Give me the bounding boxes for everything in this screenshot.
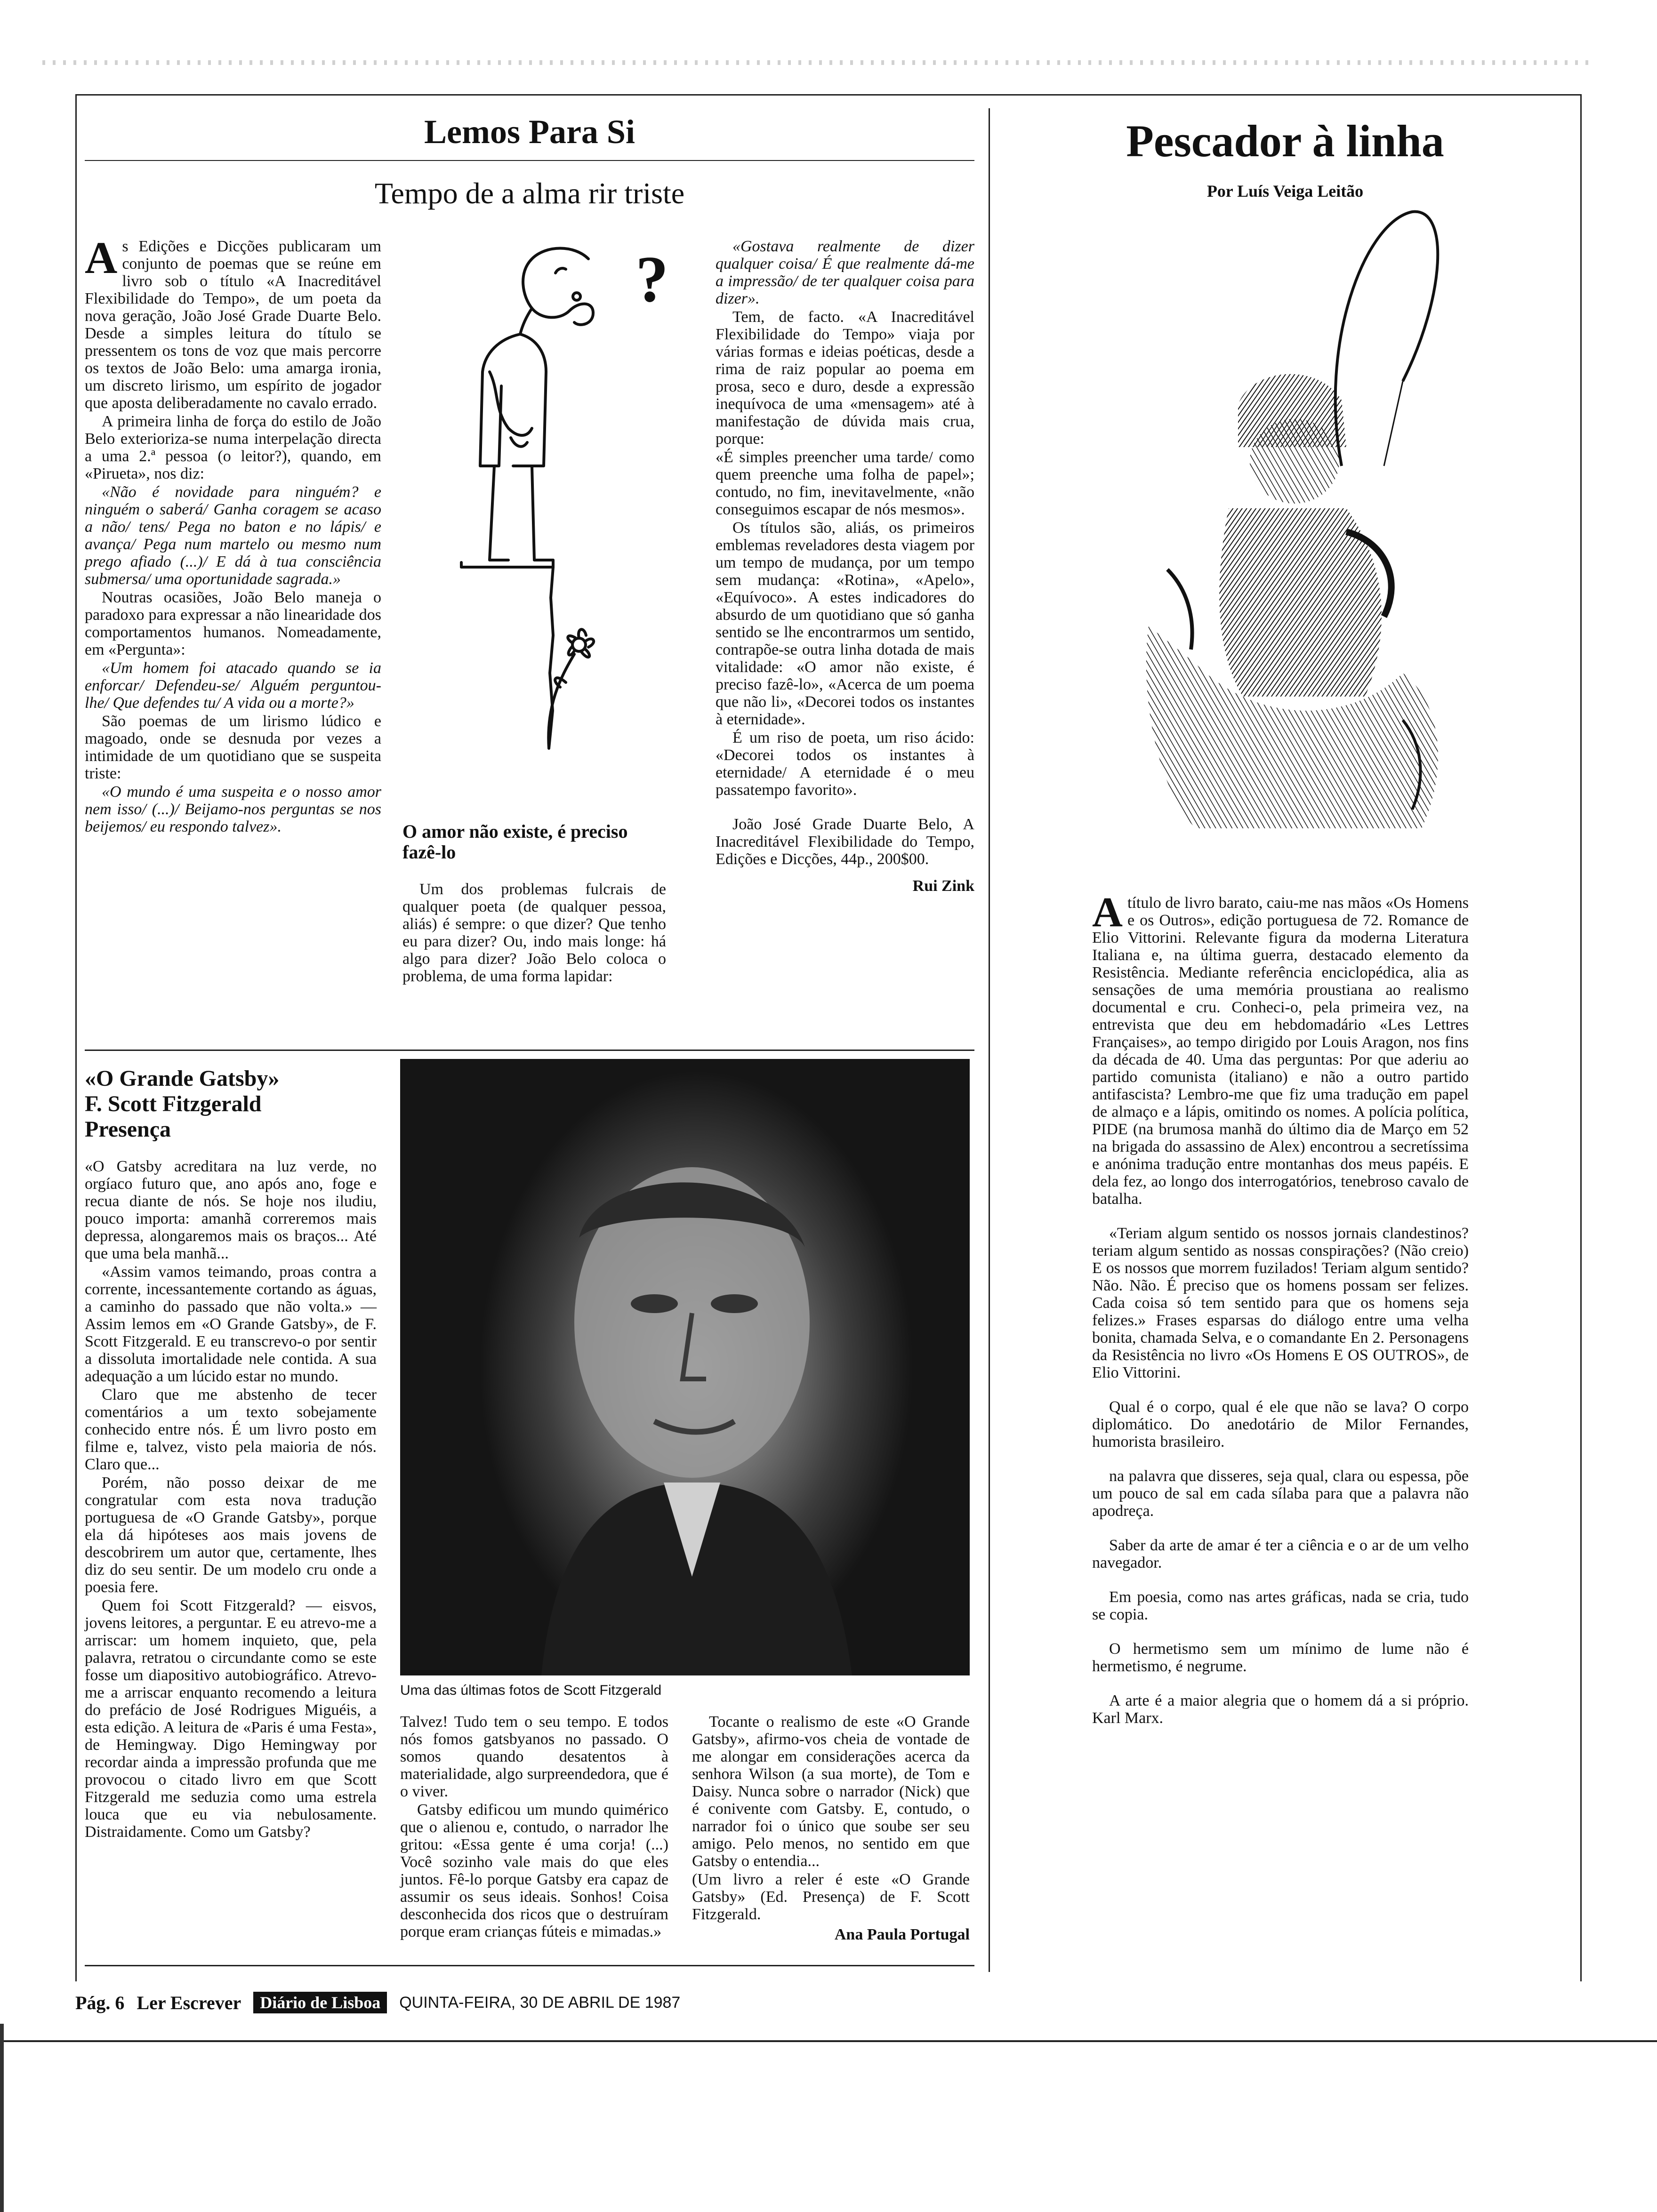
paragraph: A primeira linha de força do estilo de João Belo exterioriza-se numa interpelação directa a uma 2.ª pessoa (o leitor?), quando, em «Pirueta», nos diz: [85, 413, 381, 482]
frame-divider [989, 108, 990, 1972]
gatsby-author: F. Scott Fitzgerald [85, 1091, 262, 1116]
cartoon-illustration [391, 231, 692, 809]
book-reference: João José Grade Duarte Belo, A Inacreditável Flexibilidade do Tempo, Edições e Dicções, 44p., 200$00. [716, 816, 974, 868]
paragraph: Quem foi Scott Fitzgerald? — eisvos, jovens leitores, a perguntar. E eu atrevo-me a arriscar: um homem inquieto, que, pela palavra, retratou o circundante como se este fosse um diapositivo autobiográfico. Atrevo-me a arriscar enquanto recomendo a leitura do prefácio de José Rodrigues Miguéis, a esta edição. A leitura de «Paris é uma Festa», de Hemingway. Digo Hemingway por recordar ainda a impressão profunda que me provocou o citado livro em que Scott Fitzgerald me seduzia como uma estrela louca que eu via nebulosamente. Distraidamente. Como um Gatsby? [85, 1597, 377, 1841]
dropcap: A [85, 232, 118, 283]
left-mid-rule [85, 1050, 974, 1051]
footer-rule [0, 2040, 1657, 2042]
paragraph: Qual é o corpo, qual é ele que não se lava? O corpo diplomático. Do anedotário de Milor Fernandes, humorista brasileiro. [1092, 1398, 1469, 1451]
paragraph: Gatsby edificou um mundo quimérico que o alienou e, contudo, o narrador lhe gritou: «Essa gente é uma corja! (...) Você sozinho vale mais do que eles juntos. Fê-lo porque Gatsby era capaz de assumir os seus ideais. Sonhos! Coisa desconhecida dos ricos que o destruíram porque eram crianças fúteis e mimadas.» [400, 1801, 668, 1940]
masthead-logo: Diário de Lisboa [253, 1992, 387, 2013]
paragraph: São poemas de um lirismo lúdico e magoado, onde se desnuda por vezes a intimidade de um quotidiano que se suspeita triste: [85, 713, 381, 782]
paragraph: (Um livro a reler é este «O Grande Gatsby» (Ed. Presença) de F. Scott Fitzgerald. [692, 1871, 970, 1923]
gatsby-title-text: «O Grande Gatsby» [85, 1066, 280, 1091]
paragraph: s Edições e Dicções publicaram um conjunto de poemas que se reúne em livro sob o título «A Inacreditável Flexibilidade do Tempo», de um poeta da nova geração, João José Grade Duarte Belo. Desde a simples leitura do título se pressentem os tons de voz que mais percorre os textos de João Belo: uma amarga ironia, um discreto lirismo, um espírito de jogador que aposta deliberadamente no cavalo errado. [85, 238, 381, 412]
paragraph: Tocante o realismo de este «O Grande Gatsby», afirmo-vos cheia de vontade de me alongar em considerações acerca da senhora Wilson (a sua morte), de Tom e Daisy. Nunca sobre o narrador (Nick) que é conivente com Gatsby. E, contudo, o narrador foi o único que soube ser seu amigo. Pelo menos, no sentido em que Gatsby o entendia... [692, 1713, 970, 1870]
signature: Rui Zink [912, 877, 974, 895]
article-column-2 [402, 821, 666, 985]
paragraph: A arte é a maior alegria que o homem dá a si próprio. Karl Marx. [1092, 1692, 1469, 1727]
gatsby-title [85, 1066, 377, 1142]
paragraph: O hermetismo sem um mínimo de lume não é hermetismo, é negrume. [1092, 1640, 1469, 1675]
paragraph: Um dos problemas fulcrais de qualquer poeta (de qualquer pessoa, aliás) é sempre: o que dizer? Que tenho eu para dizer? Ou, indo mais longe: há algo para dizer? João Belo coloca o problema, de uma forma lapidar: [402, 881, 666, 985]
paragraph: Claro que me abstenho de tecer comentários a um texto sobejamente conhecido entre nós. É um livro posto em filme e, talvez, visto pela maioria de nós. Claro que... [85, 1386, 377, 1473]
fitzgerald-photo [400, 1059, 970, 1675]
paragraph: «Assim vamos teimando, proas contra a corrente, incessantemente cortando as águas, a caminho do passado que não volta.» — Assim lemos em «O Grande Gatsby», de F. Scott Fitzgerald. E eu transcrevo-o por sentir a dissoluta imortalidade nele contida. A sua adequação a um lúcido estar no mundo. [85, 1263, 377, 1385]
cartoon-caption: O amor não existe, é preciso fazê-lo [402, 821, 628, 863]
dropcap: A [1092, 889, 1123, 936]
frame-top [75, 94, 1582, 96]
gatsby-column-2 [400, 1713, 668, 1940]
paragraph: na palavra que disseres, seja qual, clara ou espessa, põe um pouco de sal em cada sílaba para que a palavra não apodreça. [1092, 1467, 1469, 1520]
frame-left [75, 94, 77, 1981]
paragraph: título de livro barato, caiu-me nas mãos «Os Homens e os Outros», edição portuguesa de 72. Romance de Elio Vittorini. Relevante figura da moderna Literatura Italiana e, na última guerra, destacado elemento da Resistência. Mediante referência enciclopédica, alia as sensações de uma memória proustiana ao realismo documental e cru. Conheci-o, pela primeira vez, na entrevista que deu em hebdomadário «Les Lettres Françaises», ao tempo dirigido por Louis Aragon, nos fins da década de 40. Uma das perguntas: Por que aderiu ao partido comunista (italiano) e não a outro partido antifascista? Lembro-me que fiz uma tradução em papel de almaço e a lápis, omitindo os nomes. A polícia política, PIDE (na brumosa manhã do último dia de Março em 52 na brigada do assassino de Alex) encontrou a secretíssima e anónima tradução entre montanhas dos meus papéis. E dela fez, ao longo dos interrogatórios, tenebroso cavalo de batalha. [1092, 894, 1469, 1208]
photo-caption: Uma das últimas fotos de Scott Fitzgerald [400, 1683, 662, 1698]
poem-quote: «O mundo é uma suspeita e o nosso amor nem isso/ (...)/ Beijamo-nos perguntas se nos beijemos/ eu respondo talvez». [85, 783, 381, 835]
paragraph: «Teriam algum sentido os nossos jornais clandestinos? teriam algum sentido as nossas conspirações? (Não creio) E os nossos que morrem fuzilados! Teriam algum sentido? Não. Não. É preciso que os homens possam ser felizes. Cada coisa só tem sentido para que os homens seja felizes.» Frases esparsas do diálogo entre uma velha bonita, chamada Selva, e o comandante En 2. Personagens da Resistência no livro «Os Homens E OS OUTROS», de Elio Vittorini. [1092, 1225, 1469, 1381]
kicker-rule [85, 160, 974, 161]
kicker: Lemos Para Si [424, 113, 635, 151]
article-column-1 [85, 232, 381, 835]
gatsby-publisher: Presença [85, 1117, 171, 1142]
signature: Ana Paula Portugal [834, 1926, 970, 1943]
paragraph: Saber da arte de amar é ter a ciência e o ar de um velho navegador. [1092, 1537, 1469, 1571]
scan-edge-left [0, 2024, 4, 2212]
left-bottom-rule [85, 1965, 974, 1966]
section-name: Ler Escrever [137, 1992, 241, 2013]
fisherman-engraving [1120, 202, 1459, 838]
gatsby-column-3 [692, 1713, 970, 1944]
paragraph: Os títulos são, aliás, os primeiros emblemas reveladores desta viagem por um tempo de mudança, por um tempo sem mudança: «Rotina», «Apelo», «Equívoco». A estes indicadores do absurdo de um quotidiano que só ganha sentido se lhe encontrarmos um sentido, contrapõe-se outra linha dotada de mais vitalidade: «O amor não existe, é preciso fazê-lo», «Acerca de um poema que não li», «Decorei todos os instantes à eternidade». [716, 519, 974, 728]
paragraph: É um riso de poeta, um riso ácido: «Decorei todos os instantes à eternidade/ A eternidade é o meu passatempo favorito». [716, 729, 974, 799]
issue-date: QUINTA-FEIRA, 30 DE ABRIL DE 1987 [399, 1993, 681, 2012]
paragraph: «O Gatsby acreditara na luz verde, no orgíaco futuro que, ano após ano, foge e recua diante de nós. Se hoje nos iludiu, pouco importa: amanhã correremos mais depressa, alongaremos mais os braços... Até que uma bela manhã... [85, 1158, 377, 1262]
gatsby-column-1 [85, 1158, 377, 1841]
poem-quote: «Gostava realmente de dizer qualquer coisa/ É que realmente dá-me a impressão/ de ter qualquer coisa para dizer». [716, 238, 974, 307]
page-number: Pág. 6 [75, 1992, 125, 2013]
headline: Tempo de a alma rir triste [374, 176, 685, 210]
paragraph: Talvez! Tudo tem o seu tempo. E todos nós fomos gatsbyanos no passado. O somos quando desatentos à materialidade, algo surpreendedora, que é o viver. [400, 1713, 668, 1800]
paragraph: Porém, não posso deixar de me congratular com esta nova tradução portuguesa de «O Grande Gatsby», porque ela dá hipóteses aos mais jovens de descobrirem um autor que, certamente, lhes diz do seu sentir. De um modelo cru onde a poesia fere. [85, 1474, 377, 1596]
poem-quote: «Não é novidade para ninguém? e ninguém o saberá/ Ganha coragem se acaso a não/ tens/ Pega no baton e no lápis/ e avança/ Pega num martelo ou mesmo num prego afiado (...)/ E dá à tua consciência submersa/ uma oportunidade sagrada.» [85, 483, 381, 588]
scan-noise-top [42, 60, 1596, 65]
svg-text:?: ? [635, 243, 668, 316]
right-headline: Pescador à linha [1126, 116, 1444, 166]
paragraph: Noutras ocasiões, João Belo maneja o paradoxo para expressar a não linearidade dos comportamentos humanos. Nomeadamente, em «Pergunta»: [85, 589, 381, 658]
frame-right [1580, 94, 1582, 1981]
paragraph: Em poesia, como nas artes gráficas, nada se cria, tudo se copia. [1092, 1588, 1469, 1623]
right-column [1092, 889, 1469, 1727]
portrait-silhouette [400, 1059, 970, 1675]
poem-quote: «Um homem foi atacado quando se ia enforcar/ Defendeu-se/ Alguém perguntou-lhe/ Que defendes tu/ A vida ou a morte?» [85, 659, 381, 712]
paragraph: «É simples preencher uma tarde/ como quem preenche uma folha de papel»; contudo, no fim, inevitavelmente, «não conseguimos escapar de nós mesmos». [716, 449, 974, 518]
right-byline: Por Luís Veiga Leitão [1207, 182, 1364, 200]
footer [75, 1988, 1582, 2017]
article-column-3 [716, 238, 974, 895]
paragraph: Tem, de facto. «A Inacreditável Flexibilidade do Tempo» viaja por várias formas e ideias poéticas, desde a rima de raiz popular ao poema em prosa, seco e duro, desde a expressão inequívoca de uma «mensagem» até à manifestação de dúvida mais crua, porque: [716, 308, 974, 448]
